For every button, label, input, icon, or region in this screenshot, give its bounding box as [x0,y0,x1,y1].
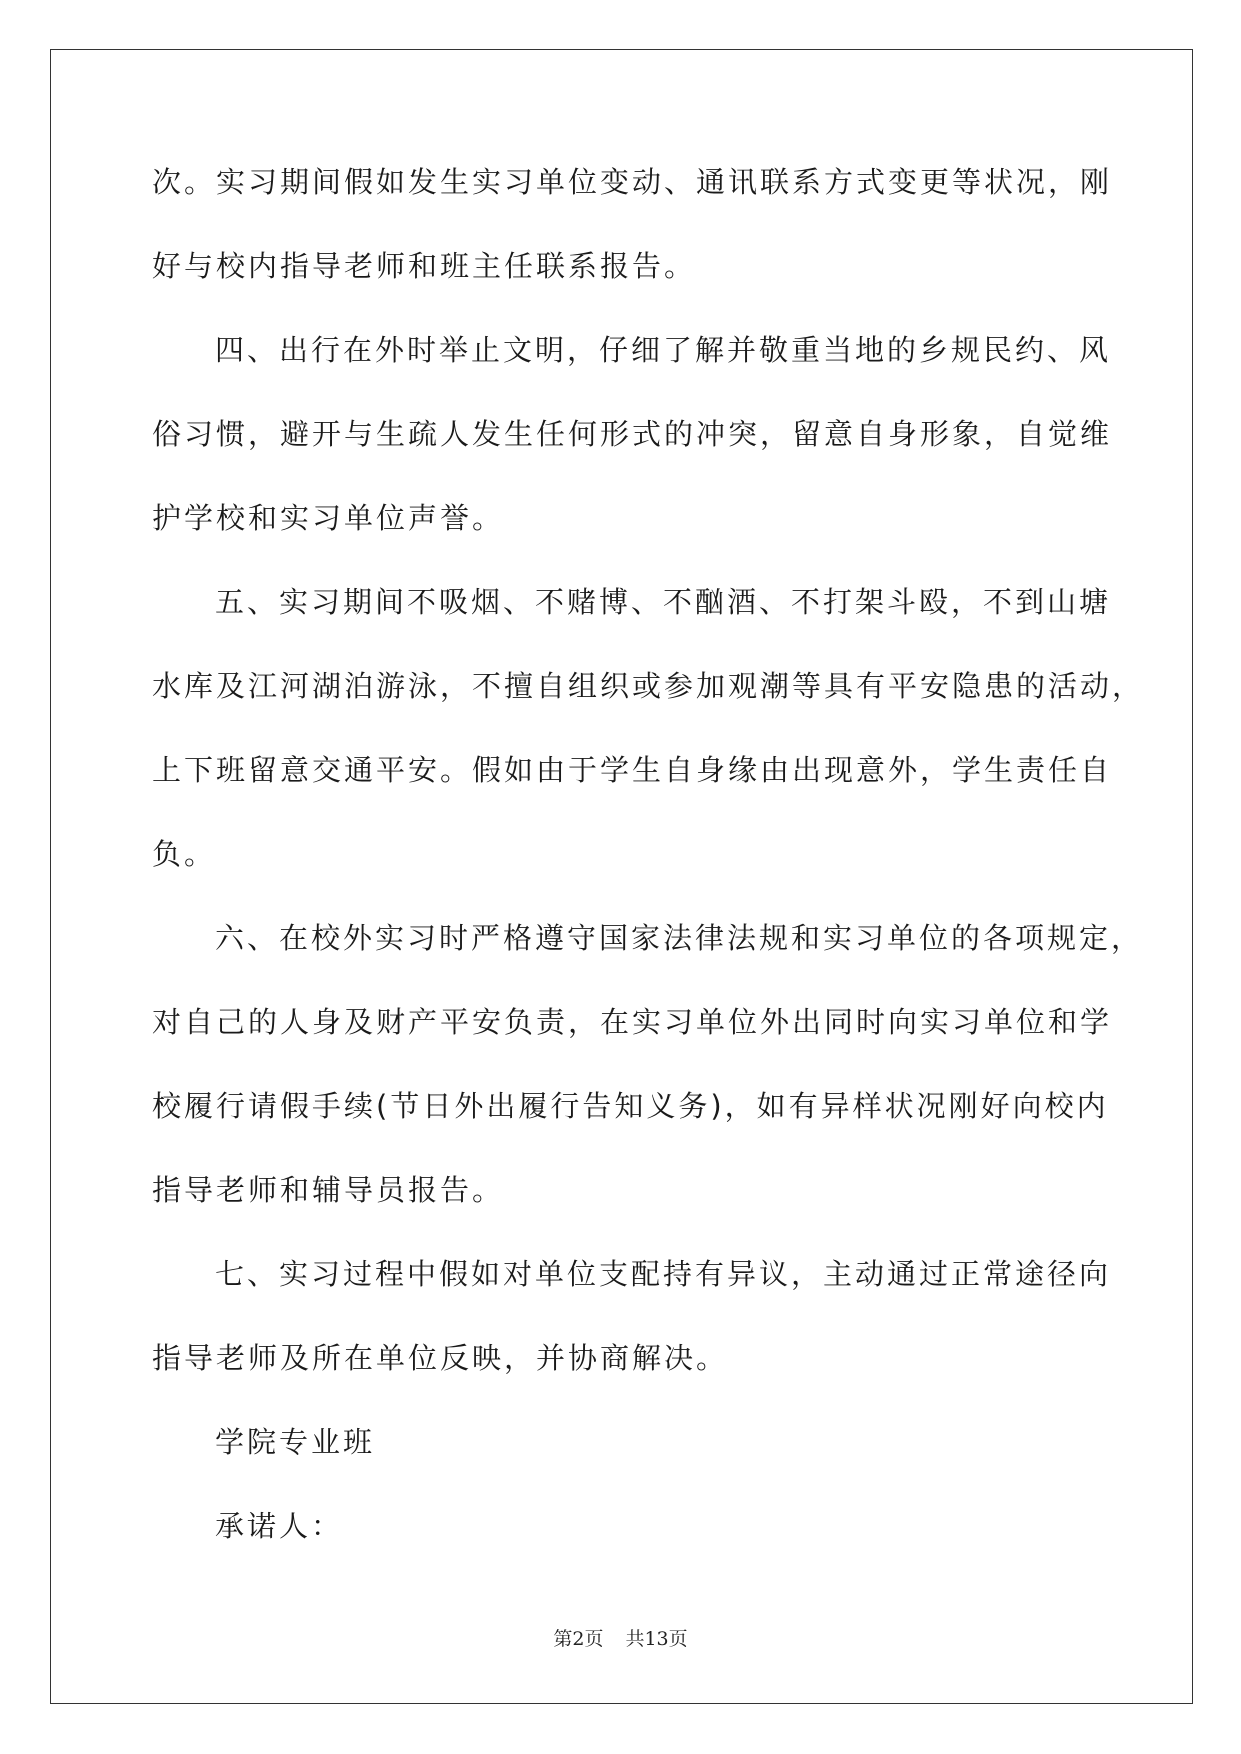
page-number: 第2页 [553,1628,604,1650]
text-line: 好与校内指导老师和班主任联系报告。 [152,249,697,283]
document-body [152,162,1145,1590]
promisor-line: 承诺人： [215,1509,344,1543]
text-line: 六、在校外实习时严格遵守国家法律法规和实习单位的各项规定， [215,921,1144,955]
text-line: 上下班留意交通平安。假如由于学生自身缘由出现意外，学生责任自 [152,753,1113,787]
text-line: 负。 [152,837,217,871]
text-line: 次。实习期间假如发生实习单位变动、通讯联系方式变更等状况，刚 [152,165,1113,199]
text-line: 俗习惯，避开与生疏人发生任何形式的冲突，留意自身形象，自觉维 [152,417,1113,451]
text-line: 校履行请假手续(节日外出履行告知义务)，如有异样状况刚好向校内 [152,1089,1109,1123]
text-line: 护学校和实习单位声誉。 [152,501,505,535]
text-line: 水库及江河湖泊游泳，不擅自组织或参加观潮等具有平安隐患的活动， [152,669,1145,703]
text-line: 四、出行在外时举止文明，仔细了解并敬重当地的乡规民约、风 [215,333,1112,367]
text-line: 指导老师和辅导员报告。 [152,1173,505,1207]
text-line: 对自己的人身及财产平安负责，在实习单位外出同时向实习单位和学 [152,1005,1113,1039]
text-line: 五、实习期间不吸烟、不赌博、不酗酒、不打架斗殴，不到山塘 [215,585,1112,619]
college-major-class-line: 学院专业班 [215,1425,376,1459]
text-line: 七、实习过程中假如对单位支配持有异议，主动通过正常途径向 [215,1257,1112,1291]
total-pages: 共13页 [625,1628,688,1650]
text-line: 指导老师及所在单位反映，并协商解决。 [152,1341,729,1375]
page-footer [0,1624,1241,1651]
